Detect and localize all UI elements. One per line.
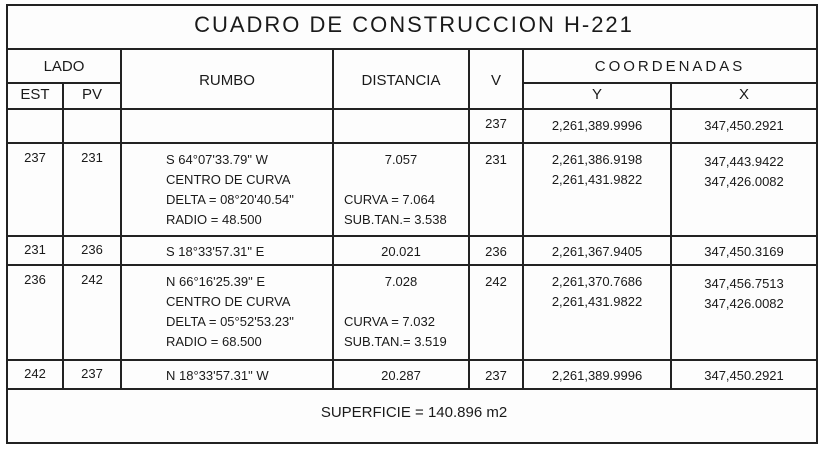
- divider: [8, 359, 816, 361]
- divider: [468, 48, 470, 390]
- header-coordenadas: COORDENADAS: [594, 58, 746, 75]
- row1-y2: 2,261,431.9822: [551, 172, 643, 187]
- row4-x: 347,450.2921: [704, 368, 784, 383]
- row3-subtan: SUB.TAN.= 3.519: [344, 334, 447, 349]
- divider: [120, 48, 122, 390]
- row1-curva: CURVA = 7.064: [344, 192, 435, 207]
- row0-x: 347,450.2921: [704, 118, 784, 133]
- divider: [522, 82, 816, 84]
- row1-dist: 7.057: [384, 152, 418, 167]
- divider: [8, 48, 816, 50]
- divider: [8, 142, 816, 144]
- divider: [8, 108, 816, 110]
- row4-pv: 237: [81, 366, 103, 381]
- header-y: Y: [591, 86, 602, 103]
- divider: [332, 48, 334, 390]
- row3-dist: 7.028: [384, 274, 418, 289]
- row4-est: 242: [24, 366, 46, 381]
- row2-v: 236: [485, 244, 507, 259]
- row1-y1: 2,261,386.9198: [551, 152, 643, 167]
- construction-table: [6, 4, 818, 444]
- row1-est: 237: [24, 150, 46, 165]
- header-distancia: DISTANCIA: [361, 72, 441, 89]
- row1-rumbo-3: DELTA = 08°20'40.54": [166, 192, 294, 207]
- row1-pv: 231: [81, 150, 103, 165]
- row4-rumbo: N 18°33'57.31" W: [166, 368, 269, 383]
- header-est: EST: [20, 86, 50, 103]
- row1-x1: 347,443.9422: [704, 154, 784, 169]
- row2-y: 2,261,367.9405: [551, 244, 643, 259]
- row4-y: 2,261,389.9996: [551, 368, 643, 383]
- divider: [62, 82, 64, 390]
- row3-x2: 347,426.0082: [704, 296, 784, 311]
- row2-pv: 236: [81, 242, 103, 257]
- header-pv: PV: [81, 86, 102, 103]
- row0-y: 2,261,389.9996: [551, 118, 643, 133]
- row2-x: 347,450.3169: [704, 244, 784, 259]
- row0-v: 237: [485, 116, 507, 131]
- row1-rumbo-2: CENTRO DE CURVA: [166, 172, 291, 187]
- row3-rumbo-3: DELTA = 05°52'53.23": [166, 314, 294, 329]
- row2-rumbo: S 18°33'57.31" E: [166, 244, 265, 259]
- row3-est: 236: [24, 272, 46, 287]
- row4-v: 237: [485, 368, 507, 383]
- row1-subtan: SUB.TAN.= 3.538: [344, 212, 447, 227]
- row4-dist: 20.287: [381, 368, 421, 383]
- row1-rumbo-4: RADIO = 48.500: [166, 212, 262, 227]
- header-rumbo: RUMBO: [199, 72, 255, 89]
- row3-x1: 347,456.7513: [704, 276, 784, 291]
- row2-dist: 20.021: [381, 244, 421, 259]
- divider: [8, 235, 816, 237]
- divider: [8, 388, 816, 390]
- row3-rumbo-2: CENTRO DE CURVA: [166, 294, 291, 309]
- divider: [8, 82, 120, 84]
- header-lado: LADO: [43, 58, 85, 75]
- row3-curva: CURVA = 7.032: [344, 314, 435, 329]
- superficie-total: SUPERFICIE = 140.896 m2: [320, 404, 508, 421]
- row1-v: 231: [485, 152, 507, 167]
- row3-y2: 2,261,431.9822: [551, 294, 643, 309]
- divider: [8, 264, 816, 266]
- row3-y1: 2,261,370.7686: [551, 274, 643, 289]
- row3-rumbo-1: N 66°16'25.39" E: [166, 274, 266, 289]
- header-x: X: [738, 86, 749, 103]
- row3-v: 242: [485, 274, 507, 289]
- row2-est: 231: [24, 242, 46, 257]
- row1-x2: 347,426.0082: [704, 174, 784, 189]
- row1-rumbo-1: S 64°07'33.79" W: [166, 152, 268, 167]
- row3-rumbo-4: RADIO = 68.500: [166, 334, 262, 349]
- table-title: CUADRO DE CONSTRUCCION H-221: [194, 12, 634, 37]
- header-v: V: [490, 72, 501, 89]
- row3-pv: 242: [81, 272, 103, 287]
